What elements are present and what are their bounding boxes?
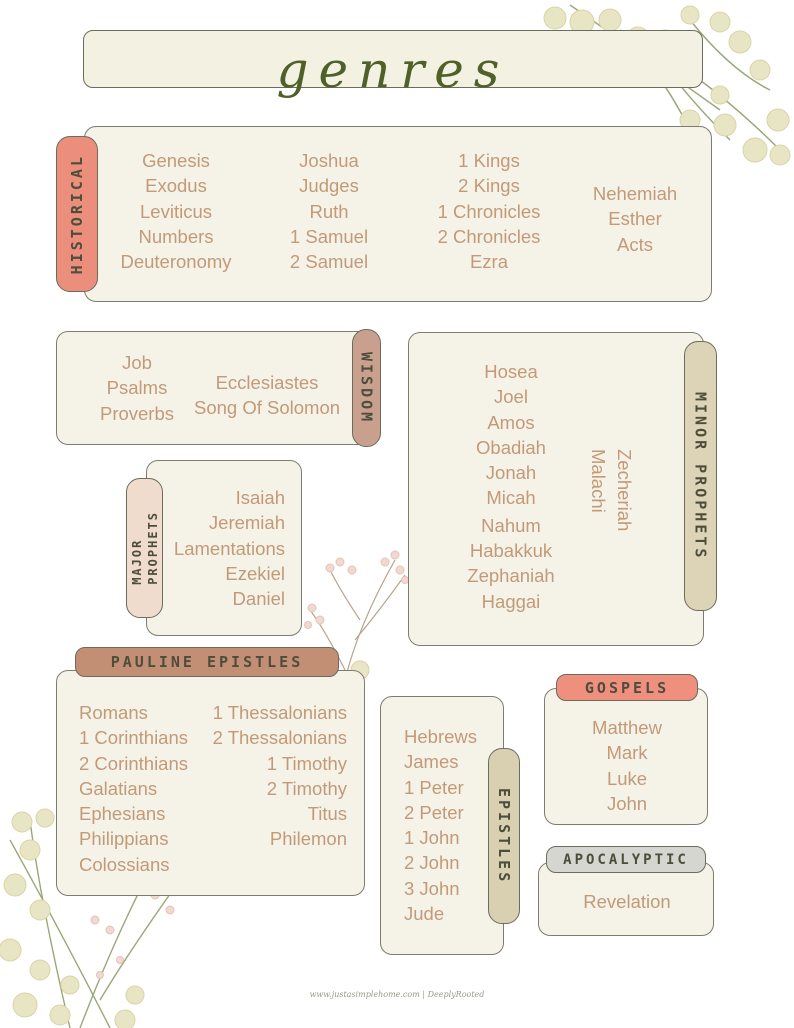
book-name: Nehemiah [592, 183, 678, 204]
book-name: Joshua [299, 150, 359, 171]
book-name: Jude [404, 903, 445, 925]
historical-box [84, 126, 712, 302]
historical-label: HISTORICAL [68, 153, 86, 275]
gospels-label: GOSPELS [584, 678, 670, 697]
book-name: 1 Corinthians [79, 727, 189, 749]
major-prophets-tab [126, 478, 163, 618]
book-name: 1 Samuel [289, 225, 369, 247]
book-name: Malachi [588, 449, 609, 513]
book-name: Romans [79, 702, 148, 723]
apocalyptic-box [538, 862, 714, 936]
book-name: 2 Kings [458, 175, 520, 197]
major-prophets-box [146, 460, 302, 636]
pauline-epistles-tab [75, 647, 339, 677]
book-name: Ezekiel [225, 562, 285, 584]
book-name: Isaiah [235, 487, 285, 508]
wisdom-col-1 [91, 350, 183, 426]
book-name: Zecheriah [614, 449, 635, 532]
book-name: Genesis [142, 150, 210, 171]
book-name: 2 Timothy [266, 777, 347, 799]
apocalyptic-tab [546, 846, 706, 873]
book-name: Acts [617, 233, 653, 255]
book-name: 1 Peter [404, 776, 464, 798]
minor-prophets-rotated-books [585, 449, 637, 549]
book-name: Philippians [79, 828, 169, 850]
historical-tab [56, 136, 98, 292]
book-name: Nahum [481, 514, 541, 536]
apocalyptic-list [539, 889, 715, 914]
book-name: James [404, 751, 459, 773]
book-name: Judges [299, 175, 359, 197]
book-name: Revelation [583, 891, 671, 912]
apocalyptic-label: APOCALYPTIC [563, 851, 689, 868]
book-name: John [606, 792, 648, 814]
book-name: Exodus [145, 175, 207, 197]
book-name: 2 Thessalonians [212, 727, 347, 749]
book-name: Joel [494, 386, 528, 408]
book-name: 1 Chronicles [437, 200, 541, 222]
book-name: Matthew [592, 717, 662, 738]
wisdom-tab [352, 329, 381, 447]
book-name: 1 Timothy [266, 752, 347, 774]
page-title: genres [276, 41, 510, 99]
book-name: Titus [307, 803, 347, 825]
book-name: 1 John [404, 827, 460, 849]
book-name: Colossians [79, 853, 170, 875]
book-name: Hebrews [404, 726, 477, 747]
book-name: Amos [487, 411, 535, 433]
book-name: Haggai [481, 590, 541, 612]
book-name: Esther [608, 208, 662, 230]
book-name: 2 Corinthians [79, 752, 189, 774]
book-name: Habakkuk [469, 540, 553, 562]
book-name: Jeremiah [208, 512, 285, 534]
book-name: Ephesians [79, 803, 166, 825]
gospels-list [545, 715, 709, 816]
book-name: 2 Samuel [289, 251, 369, 273]
title-banner [83, 30, 703, 99]
book-name: Micah [486, 487, 536, 509]
minor-prophets-label: MINOR PROPHETS [691, 391, 710, 561]
book-name: Obadiah [476, 436, 546, 458]
book-name: Jonah [485, 462, 537, 484]
major-prophets-label-line-2: PROPHETS [145, 511, 160, 585]
epistles-label: EPISTLES [495, 787, 513, 885]
historical-col-4 [575, 181, 695, 257]
pauline-epistles-label: PAULINE EPISTLES [110, 653, 304, 671]
book-name: Leviticus [140, 200, 212, 222]
minor-prophets-list [449, 359, 573, 614]
pauline-epistles-box [56, 670, 365, 896]
book-name: Daniel [232, 588, 285, 610]
book-name: Hosea [484, 361, 538, 382]
wisdom-col-2 [187, 370, 347, 421]
footer-credit: www.justasimplehome.com | DeeplyRooted [309, 990, 485, 999]
book-name: Psalms [106, 377, 168, 399]
minor-prophets-box [408, 332, 704, 646]
wisdom-label: WISDOM [357, 351, 376, 425]
book-name: Deuteronomy [120, 251, 232, 273]
book-name: Song Of Solomon [193, 397, 341, 419]
gospels-box [544, 688, 708, 825]
book-name: Lamentations [173, 537, 285, 559]
historical-col-1 [111, 148, 241, 274]
book-name: Ruth [309, 200, 349, 222]
gospels-tab [556, 674, 698, 701]
book-name: 1 Kings [458, 150, 520, 171]
historical-col-3 [419, 148, 559, 274]
book-name: Luke [606, 767, 648, 789]
book-name: Galatians [79, 777, 158, 799]
major-prophets-label-line-1: MAJOR [129, 538, 144, 585]
historical-col-2 [269, 148, 389, 274]
epistles-tab [488, 748, 520, 924]
book-name: Zephaniah [467, 565, 555, 587]
epistles-box [380, 696, 504, 955]
major-prophets-list [147, 485, 285, 611]
book-name: 2 Peter [404, 801, 464, 823]
book-name: Job [122, 352, 152, 373]
book-name: Proverbs [99, 402, 175, 424]
minor-prophets-tab [684, 341, 717, 611]
book-name: Mark [606, 742, 648, 764]
wisdom-box [56, 331, 378, 445]
book-name: 2 John [404, 852, 460, 874]
book-name: Philemon [269, 828, 347, 850]
book-name: Ecclesiastes [215, 372, 319, 393]
book-name: Numbers [138, 225, 214, 247]
book-name: 1 Thessalonians [212, 702, 347, 723]
book-name: 3 John [404, 877, 460, 899]
book-name: 2 Chronicles [437, 225, 541, 247]
pauline-col-2 [197, 700, 347, 852]
book-name: Ezra [469, 251, 509, 273]
